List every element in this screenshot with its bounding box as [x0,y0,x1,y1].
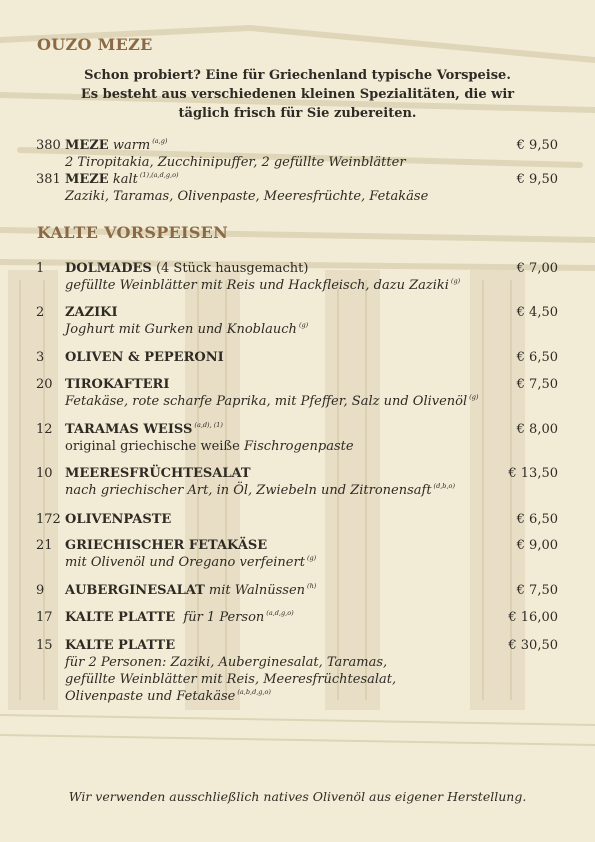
item-number: 21 [36,538,53,553]
item-name: DOLMADES [65,261,152,276]
item-price: € 30,50 [508,638,558,653]
menu-item [36,349,558,366]
item-number: 17 [36,610,53,625]
item-name: AUBERGINESALAT [65,583,205,598]
item-price: € 6,50 [516,350,558,365]
item-description: Joghurt mit Gurken und Knoblauch [65,322,297,337]
item-description: nach griechischer Art, in Öl, Zwiebeln und Zitronensaft [65,483,432,498]
item-price: € 7,00 [516,261,558,276]
item-price: € 4,50 [516,305,558,320]
item-name: OLIVENPASTE [65,512,172,527]
item-number: 9 [36,583,45,598]
item-number: 1 [36,261,45,276]
item-price: € 9,00 [516,538,558,553]
menu-item [36,609,558,626]
item-name: MEERESFRÜCHTESALAT [65,466,251,481]
item-description: gefüllte Weinblätter mit Reis, Meeresfrüchtesalat, [65,672,397,687]
item-name-detail: (4 Stück hausgemacht) [155,261,309,276]
item-description: mit Olivenöl und Oregano verfeinert [65,555,305,570]
kalte-vorspeisen-heading: KALTE VORSPEISEN [37,223,229,242]
allergen-codes: (g) [469,393,479,401]
allergen-codes: (g) [306,554,317,562]
item-number: 380 [36,138,61,153]
item-number: 172 [36,512,61,527]
item-number: 10 [36,466,53,481]
item-name: TIROKAFTERI [65,377,170,392]
item-name-detail: kalt [112,172,138,187]
menu-item [36,376,558,410]
olive-oil-note: Wir verwenden ausschließlich natives Olivenöl aus eigener Herstellung. [68,789,527,804]
menu-item [36,421,558,455]
menu-item [36,465,558,499]
item-number: 2 [36,305,45,320]
allergen-codes: (a,d), (1) [194,421,223,429]
item-price: € 16,00 [508,610,558,625]
menu-item [36,637,558,705]
menu-item [36,304,558,338]
intro-line: Es besteht aus verschiedenen kleinen Spezialitäten, die wir [80,87,515,102]
item-price: € 9,50 [516,138,558,153]
item-name: TARAMAS WEISS [65,422,193,437]
item-name: KALTE PLATTE [65,610,176,625]
item-description: Zaziki, Taramas, Olivenpaste, Meeresfrüchte, Fetakäse [65,189,429,204]
item-price: € 7,50 [516,377,558,392]
allergen-codes: (a,g) [152,137,168,145]
item-description: Olivenpaste und Fetakäse [65,689,236,704]
intro-line: täglich frisch für Sie zubereiten. [178,106,417,121]
item-name: OLIVEN & PEPERONI [65,350,224,365]
item-name: KALTE PLATTE [65,638,176,653]
menu-item [36,537,558,571]
allergen-codes: (d,b,o) [433,482,455,490]
menu-item [36,137,558,171]
item-name-detail: warm [112,138,151,153]
item-name: MEZE [65,138,109,153]
item-price: € 8,00 [516,422,558,437]
allergen-codes: (g) [450,277,461,285]
item-number: 381 [36,172,61,187]
allergen-codes: (h) [307,582,317,590]
allergen-codes: (a,b,d,g,o) [237,688,271,696]
item-price: € 6,50 [516,512,558,527]
item-number: 15 [36,638,53,653]
item-number: 20 [36,377,53,392]
ouzo-meze-heading: OUZO MEZE [37,35,153,54]
menu-item [36,582,558,599]
item-number: 3 [36,350,45,365]
menu-item [36,171,558,205]
allergen-codes: (a,d,g,o) [266,609,294,617]
item-number: 12 [36,422,53,437]
item-name-detail: für 1 Person [183,610,265,625]
item-description: original griechische weiße [65,439,240,454]
item-price: € 7,50 [516,583,558,598]
item-description-detail: Fischrogenpaste [243,439,354,454]
item-name: GRIECHISCHER FETAKÄSE [65,538,268,553]
item-description: Fetakäse, rote scharfe Paprika, mit Pfeffer, Salz und Olivenöl [65,394,468,409]
allergen-codes: (g) [298,321,309,329]
item-name-detail: mit Walnüssen [208,583,306,598]
ouzo-intro [40,66,555,123]
item-description: für 2 Personen: Zaziki, Auberginesalat, Taramas, [65,655,388,670]
item-description: gefüllte Weinblätter mit Reis und Hackfleisch, dazu Zaziki [65,278,449,293]
item-price: € 9,50 [516,172,558,187]
item-description: 2 Tiropitakia, Zucchinipuffer, 2 gefüllte Weinblätter [65,155,406,170]
intro-line: Schon probiert? Eine für Griechenland typische Vorspeise. [84,68,511,83]
allergen-codes: (1),(a,d,g,o) [139,171,179,179]
menu-item [36,260,558,294]
item-name: MEZE [65,172,109,187]
menu-item [36,511,558,528]
item-price: € 13,50 [508,466,558,481]
item-name: ZAZIKI [65,305,118,320]
